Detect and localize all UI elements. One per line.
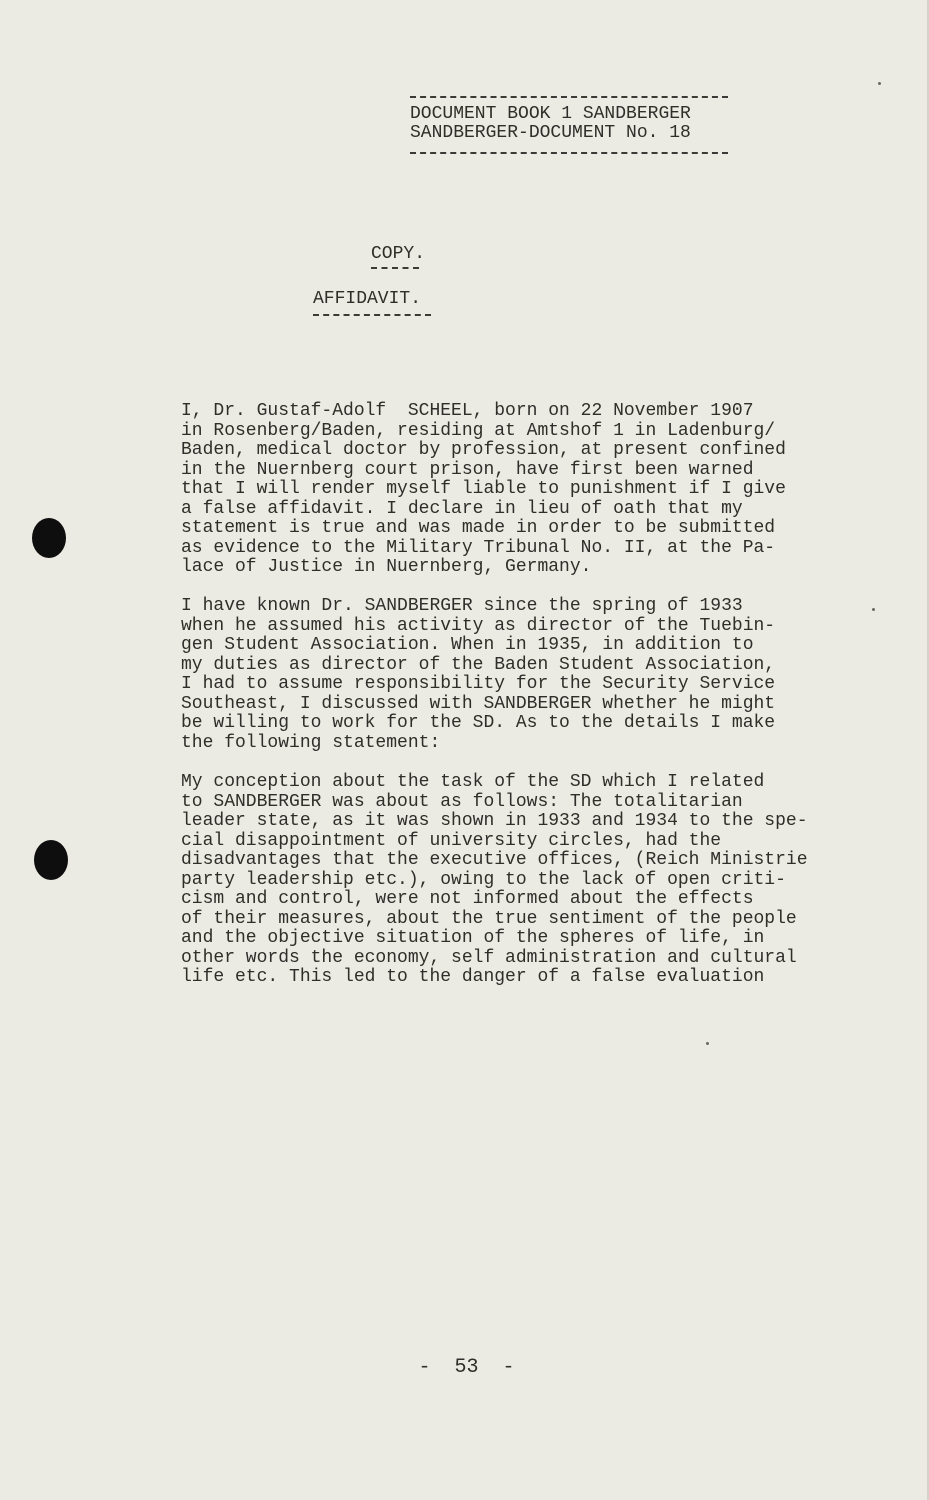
copy-heading: COPY.: [371, 244, 426, 264]
text-line: when he assumed his activity as director of the Tuebin-: [181, 615, 776, 636]
text-line: in the Nuernberg court prison, have first been warned: [181, 459, 754, 480]
paragraph-declaration: [181, 402, 881, 578]
text-line: I have known Dr. SANDBERGER since the spring of 1933: [181, 596, 743, 616]
text-line: to SANDBERGER was about as follows: The totalitarian: [181, 791, 743, 812]
text-line: cism and control, were not informed about the effects: [181, 889, 754, 909]
paper-speck: [706, 1042, 709, 1045]
affidavit-heading: AFFIDAVIT.: [313, 289, 422, 309]
text-line: and the objective situation of the spheres of life, in: [181, 928, 765, 948]
text-line: other words the economy, self administration and cultural: [181, 947, 797, 968]
text-line: be willing to work for the SD. As to the details I make: [181, 713, 776, 733]
paper-speck: [872, 608, 875, 611]
text-line: statement is true and was made in order to be submitted: [181, 518, 776, 538]
text-line: that I will render myself liable to punishment if I give: [181, 479, 786, 499]
text-line: I had to assume responsibility for the Security Service: [181, 674, 776, 694]
text-line: party leadership etc.), owing to the lack of open criti-: [181, 869, 786, 890]
header-top-rule: [410, 96, 728, 98]
document-book-label: DOCUMENT BOOK 1 SANDBERGER: [410, 104, 691, 124]
paragraph-sd-conception: [181, 773, 881, 988]
text-line: the following statement:: [181, 732, 441, 753]
page-number: - 53 -: [418, 1356, 515, 1379]
text-line: life etc. This led to the danger of a false evaluation: [181, 967, 765, 987]
paragraph-acquaintance: [181, 597, 881, 753]
text-line: Baden, medical doctor by profession, at present confined: [181, 440, 786, 460]
copy-underline: [371, 267, 419, 269]
affidavit-underline: [313, 314, 431, 316]
text-line: of their measures, about the true sentiment of the people: [181, 908, 797, 929]
punch-hole-lower: [34, 840, 68, 880]
text-line: as evidence to the Military Tribunal No. II, at the Pa-: [181, 537, 776, 558]
text-line: I, Dr. Gustaf-Adolf SCHEEL, born on 22 November 1907: [181, 401, 754, 421]
text-line: leader state, as it was shown in 1933 and 1934 to the spe-: [181, 811, 808, 831]
text-line: lace of Justice in Nuernberg, Germany.: [181, 557, 592, 577]
header-bottom-rule: [410, 152, 728, 154]
text-line: Southeast, I discussed with SANDBERGER whether he might: [181, 693, 776, 714]
text-line: my duties as director of the Baden Student Association,: [181, 654, 776, 675]
text-line: disadvantages that the executive offices, (Reich Ministrie: [181, 850, 808, 870]
document-number-label: SANDBERGER-DOCUMENT No. 18: [410, 123, 691, 143]
paper-speck: [878, 82, 881, 85]
text-line: in Rosenberg/Baden, residing at Amtshof 1 in Ladenburg/: [181, 420, 776, 441]
text-line: gen Student Association. When in 1935, in addition to: [181, 635, 754, 655]
punch-hole-upper: [32, 518, 66, 558]
text-line: My conception about the task of the SD which I related: [181, 772, 765, 792]
text-line: a false affidavit. I declare in lieu of oath that my: [181, 498, 743, 519]
text-line: cial disappointment of university circles, had the: [181, 830, 722, 851]
